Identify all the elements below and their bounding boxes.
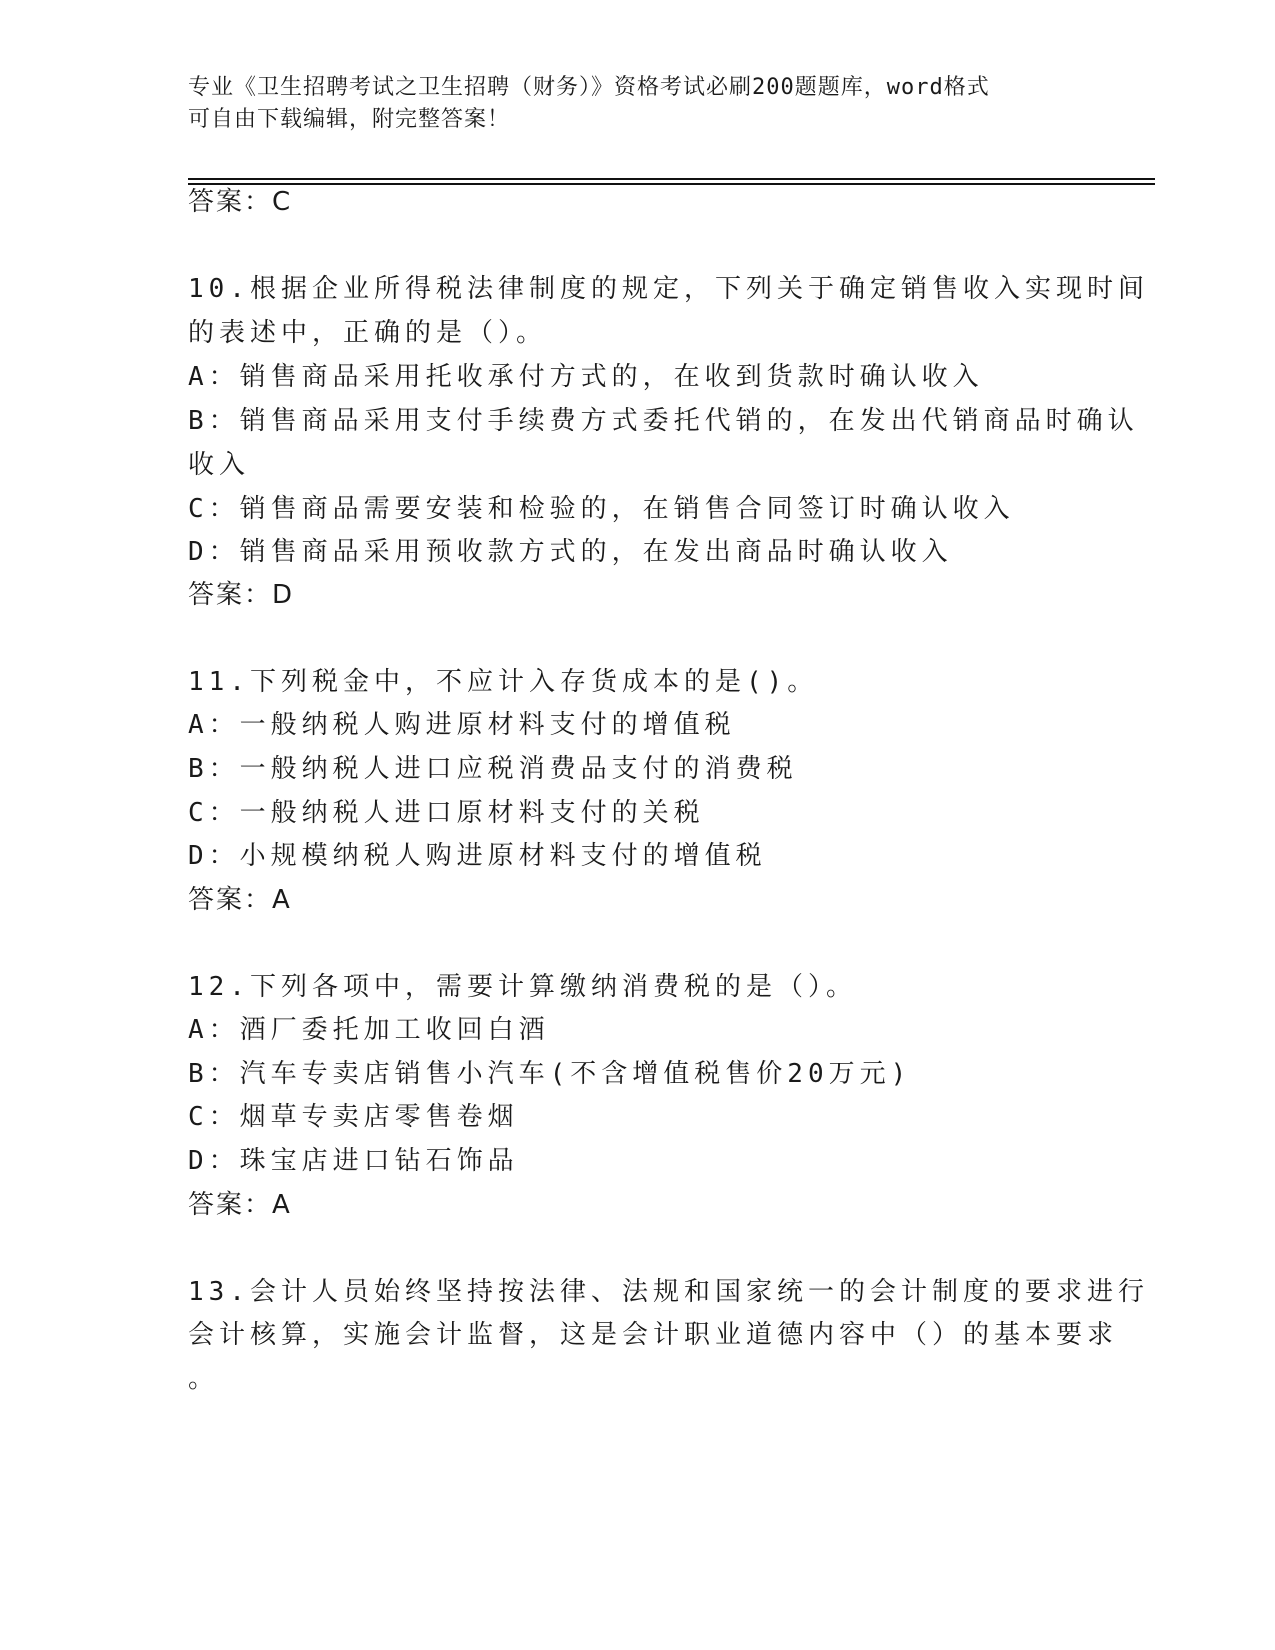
question-11-stem-line-1: 11.下列税金中，不应计入存货成本的是()。: [188, 667, 819, 697]
question-11-option-d: D：小规模纳税人购进原材料支付的增值税: [188, 841, 767, 871]
question-10-option-b-cont: 收入: [188, 450, 251, 480]
question-11-option-c: C：一般纳税人进口原材料支付的关税: [188, 798, 705, 828]
question-12-option-a: A：酒厂委托加工收回白酒: [188, 1015, 550, 1045]
question-12-option-d: D：珠宝店进口钻石饰品: [188, 1146, 519, 1176]
question-10-option-d: D：销售商品采用预收款方式的，在发出商品时确认收入: [188, 537, 953, 567]
question-11-answer: 答案：A: [188, 885, 292, 915]
question-10-stem-line-1: 10.根据企业所得税法律制度的规定，下列关于确定销售收入实现时间: [188, 274, 1149, 304]
question-12-answer: 答案：A: [188, 1190, 292, 1220]
question-12-stem-line-1: 12.下列各项中，需要计算缴纳消费税的是（）。: [188, 972, 857, 1002]
question-13-stem-line-3: 。: [188, 1364, 220, 1394]
question-13-stem-line-2: 会计核算，实施会计监督，这是会计职业道德内容中（）的基本要求: [188, 1320, 1119, 1350]
question-10-option-b: B：销售商品采用支付手续费方式委托代销的，在发出代销商品时确认: [188, 406, 1139, 436]
question-10-option-a: A：销售商品采用托收承付方式的，在收到货款时确认收入: [188, 362, 984, 392]
header-line-1: 专业《卫生招聘考试之卫生招聘（财务）》资格考试必刷200题题库，word格式: [188, 75, 990, 100]
header-divider-top: [188, 178, 1155, 180]
question-13-stem-line-1: 13.会计人员始终坚持按法律、法规和国家统一的会计制度的要求进行: [188, 1277, 1149, 1307]
question-11-option-a: A：一般纳税人购进原材料支付的增值税: [188, 710, 736, 740]
answer-previous: 答案：C: [188, 187, 293, 217]
question-12-option-c: C：烟草专卖店零售卷烟: [188, 1102, 519, 1132]
question-11-option-b: B：一般纳税人进口应税消费品支付的消费税: [188, 754, 798, 784]
page-header: [188, 72, 1068, 136]
question-10-stem-line-2: 的表述中，正确的是（）。: [188, 318, 548, 348]
header-divider-bottom: [188, 183, 1155, 185]
question-10-answer: 答案：D: [188, 580, 295, 610]
question-12-option-b: B：汽车专卖店销售小汽车(不含增值税售价20万元): [188, 1059, 912, 1089]
header-line-2: 可自由下载编辑，附完整答案！: [188, 107, 511, 132]
question-10-option-c: C：销售商品需要安装和检验的，在销售合同签订时确认收入: [188, 494, 1015, 524]
